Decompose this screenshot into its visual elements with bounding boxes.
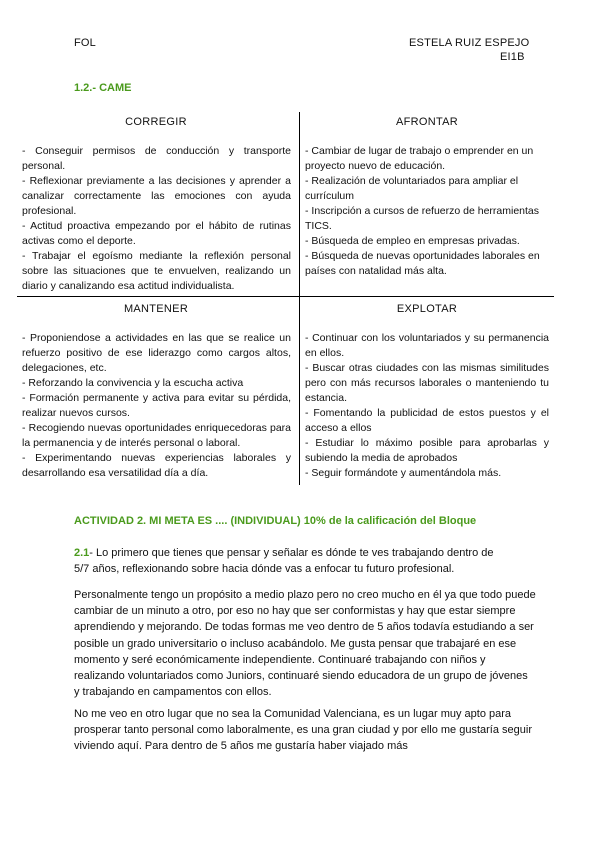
question-number: 2.1 (74, 547, 90, 559)
list-item: - Estudiar lo máximo posible para aprobarlas y subiendo la media de aprobados (305, 437, 549, 464)
paragraph-text: No me veo en otro lugar que no sea la Comunidad Valenciana, es un lugar muy apto para prosperar tanto personal como laboralmente, es una gran ciudad y por ello me gustaría seguir viviendo aquí. Para dentro de 5 años me gustaría haber viajado más (74, 708, 532, 753)
list-item: - Trabajar el egoísmo mediante la reflexión personal sobre las situaciones que te envuelven, realizando un diario y canalizando esa actitud individualista. (22, 250, 291, 292)
list-item: - Proponiendose a actividades en las que se realice un refuerzo positivo de ese liderazgo como cargos altos, delegaciones, etc. (22, 332, 291, 374)
answer-paragraph-2 (74, 706, 536, 755)
list-item: - Recogiendo nuevas oportunidades enriquecedoras para la permanencia y de interés personal o laboral. (22, 422, 291, 449)
explotar-list (305, 331, 549, 481)
list-item: - Realización de voluntariados para ampliar el currículum (305, 175, 519, 202)
activity-title: ACTIVIDAD 2. MI META ES .... (INDIVIDUAL) 10% de la calificación del Bloque (74, 515, 477, 527)
list-item: - Continuar con los voluntariados y su permanencia en ellos. (305, 332, 549, 359)
header-subject: FOL (74, 37, 96, 49)
list-item: - Reforzando la convivencia y la escucha activa (22, 377, 244, 389)
header-author: ESTELA RUIZ ESPEJO (409, 37, 530, 49)
list-item: - Actitud proactiva empezando por el hábito de rutinas activas como el deporte. (22, 220, 291, 247)
list-item: - Conseguir permisos de conducción y transporte personal. (22, 145, 291, 172)
afrontar-list (305, 144, 549, 279)
list-item: - Búsqueda de empleo en empresas privadas. (305, 235, 520, 247)
list-item: - Cambiar de lugar de trabajo o emprender en un proyecto nuevo de educación. (305, 145, 534, 172)
list-item: - Formación permanente y activa para evitar su pérdida, realizar nuevos cursos. (22, 392, 291, 419)
grid-vertical-divider (299, 112, 300, 485)
list-item: - Búsqueda de nuevas oportunidades laborales en países con natalidad más alta. (305, 250, 540, 277)
corregir-list (22, 144, 291, 294)
paragraph-text: Personalmente tengo un propósito a medio plazo pero no creo mucho en él ya que todo puede cambiar de un minuto a otro, por eso no hay que ser conformistas y hay que estar siempre aprendiendo y mejorando. De todas formas me veo dentro de 5 años todavía estudiando a ser posible un grado universitario o incluso acabándolo. Me gusta pensar que trabajaré en ese momento y seré económicamente independiente. Continuaré trabajando con niños y realizando voluntariados como Juniors, continuaré siendo educadora de un grupo de jóvenes y trabajando en campamentos con ellos. (74, 589, 536, 699)
answer-paragraph-1 (74, 587, 536, 700)
grid-horizontal-divider (17, 296, 554, 297)
header-class: EI1B (500, 51, 525, 63)
mantener-list (22, 331, 291, 481)
list-item: - Experimentando nuevas experiencias laborales y desarrollando esa versatilidad día a día. (22, 452, 291, 479)
explotar-title: EXPLOTAR (396, 303, 458, 315)
list-item: - Reflexionar previamente a las decisiones y aprender a canalizar correctamente las emociones con ayuda profesional. (22, 175, 291, 217)
section-title: 1.2.- CAME (74, 82, 132, 94)
list-item: - Seguir formándote y aumentándola más. (305, 467, 502, 479)
corregir-title: CORREGIR (125, 116, 187, 128)
list-item: - Buscar otras ciudades con las mismas similitudes pero con más recursos laborales o manteniendo tu estancia. (305, 362, 549, 404)
mantener-title: MANTENER (123, 303, 189, 315)
question-2-1 (74, 545, 504, 577)
list-item: - Inscripción a cursos de refuerzo de herramientas TICS. (305, 205, 540, 232)
afrontar-title: AFRONTAR (395, 116, 459, 128)
list-item: - Fomentando la publicidad de estos puestos y el acceso a ellos (305, 407, 549, 434)
question-text: - Lo primero que tienes que pensar y señalar es dónde te ves trabajando dentro de 5/7 años, reflexionando sobre hacia dónde vas a enfocar tu futuro profesional. (74, 547, 494, 576)
